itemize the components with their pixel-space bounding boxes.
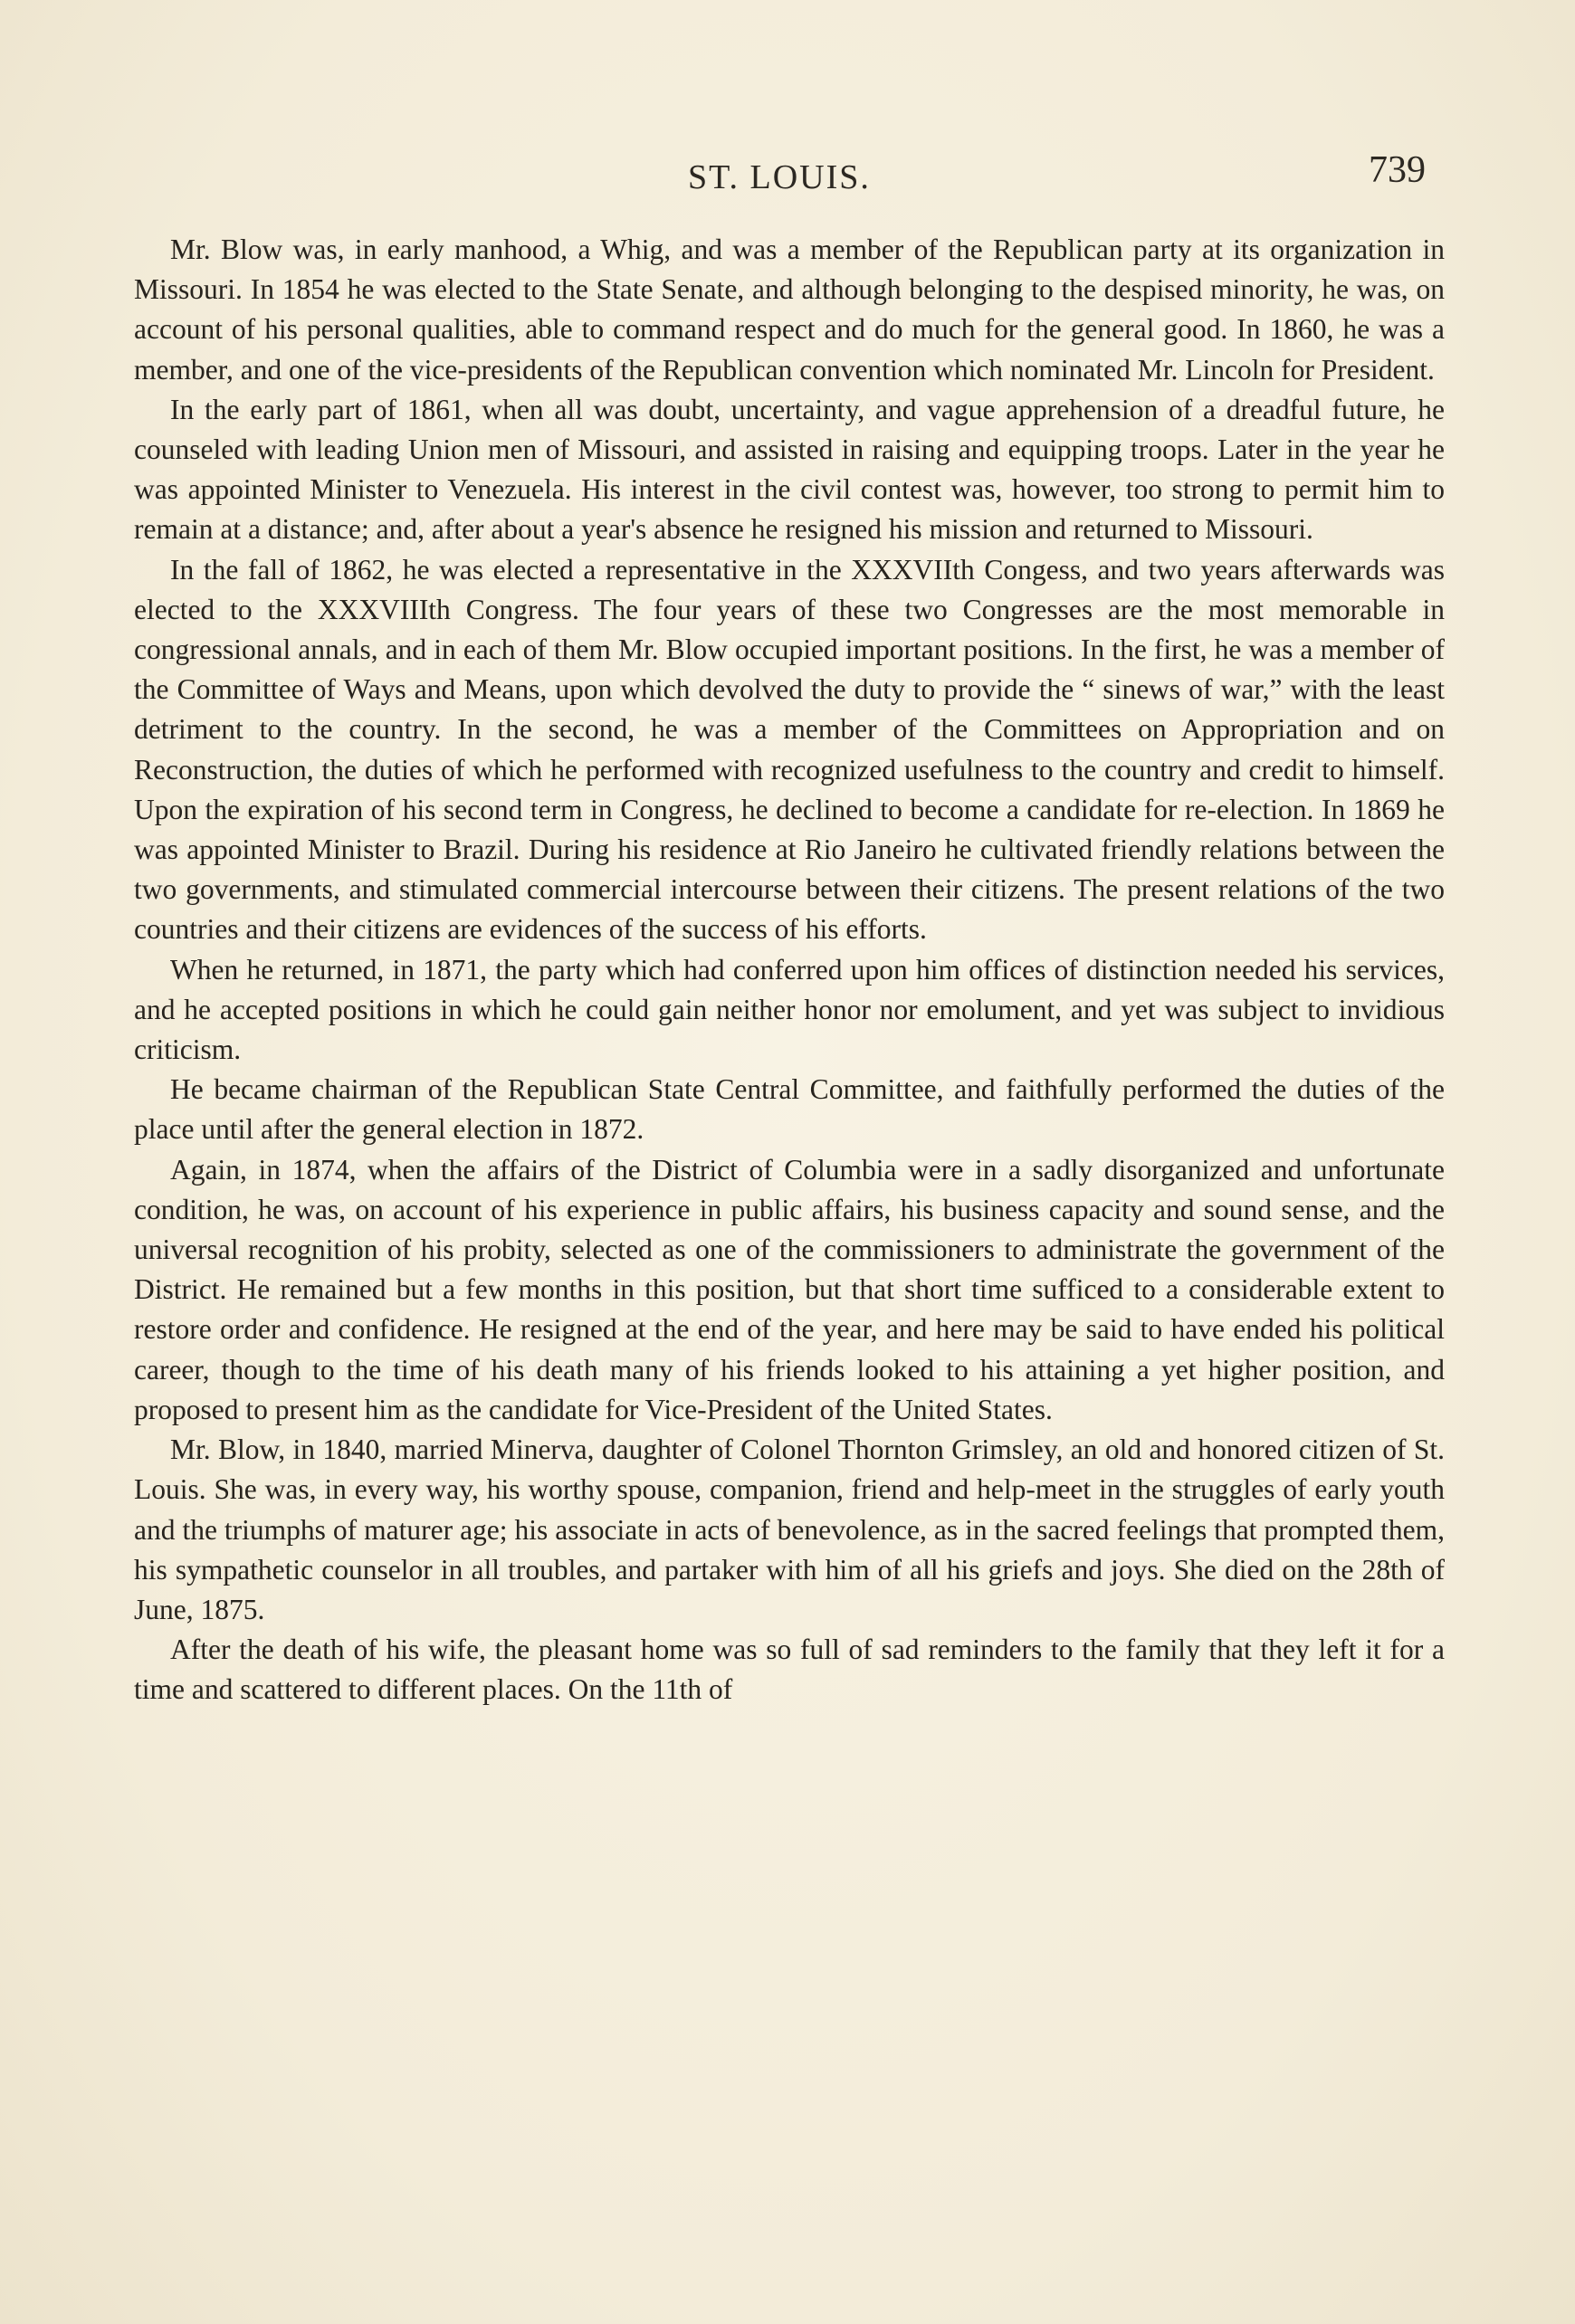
paragraph-2: In the early part of 1861, when all was doubt, uncertainty, and vague apprehension of a dreadful future, he counseled with leading Union men of Missouri, and assisted in raising and equipping troops. Later in the year he was appointed Minister to Venezuela. His interest in the civil contest was, however, too strong to permit him to remain at a distance; and, after about a year's absence he resigned his mission and returned to Missouri. — [134, 393, 1445, 546]
paragraph-4: When he returned, in 1871, the party which had conferred upon him offices of distinction needed his services, and he accepted positions in which he could gain neither honor nor emolument, and yet was subject to invidious criticism. — [134, 953, 1445, 1066]
paragraph-3: In the fall of 1862, he was elected a representative in the XXXVIIth Congess, and two years afterwards was elected to the XXXVIIIth Congress. The four years of these two Congresses are the most memorable in congressional annals, and in each of them Mr. Blow occupied important positions. In the first, he was a member of the Committee of Ways and Means, upon which devolved the duty to provide the “ sinews of war,” with the least detriment to the country. In the second, he was a member of the Committees on Appropriation and on Reconstruction, the duties of which he performed with recognized usefulness to the country and credit to himself. Upon the expiration of his second term in Congress, he declined to become a candidate for re-election. In 1869 he was appointed Minister to Brazil. During his residence at Rio Janeiro he cultivated friendly relations between the two governments, and stimulated commercial intercourse between their citizens. The present relations of the two countries and their citizens are evidences of the success of his efforts. — [134, 553, 1445, 946]
page-header — [0, 149, 1575, 203]
paragraph-1: Mr. Blow was, in early manhood, a Whig, and was a member of the Republican party at its organization in Missouri. In 1854 he was elected to the State Senate, and although belonging to the despised minority, he was, on account of his personal qualities, able to command respect and do much for the general good. In 1860, he was a member, and one of the vice-presidents of the Republican convention which nominated Mr. Lincoln for President. — [134, 233, 1445, 386]
paragraph-5: He became chairman of the Republican State Central Committee, and faithfully performed the duties of the place until after the general election in 1872. — [134, 1073, 1445, 1146]
paragraph-7: Mr. Blow, in 1840, married Minerva, daughter of Colonel Thornton Grimsley, an old and honored citizen of St. Louis. She was, in every way, his worthy spouse, companion, friend and help-meet in the struggles of early youth and the triumphs of maturer age; his associate in acts of benevolence, as in the sacred feelings that prompted them, his sympathetic counselor in all troubles, and partaker with him of all his griefs and joys. She died on the 28th of June, 1875. — [134, 1433, 1445, 1625]
running-head: ST. LOUIS. — [688, 158, 871, 196]
paragraph-8: After the death of his wife, the pleasant home was so full of sad reminders to the family that they left it for a time and scattered to different places. On the 11th of — [134, 1633, 1445, 1706]
page-number: 739 — [1369, 149, 1426, 191]
paragraph-6: Again, in 1874, when the affairs of the District of Columbia were in a sadly disorganized and unfortunate condition, he was, on account of his experience in public affairs, his business capacity and sound sense, and the universal recognition of his probity, selected as one of the commissioners to administrate the government of the District. He remained but a few months in this position, but that short time sufficed to a considerable extent to restore order and confidence. He resigned at the end of the year, and here may be said to have ended his political career, though to the time of his death many of his friends looked to his attaining a yet higher position, and proposed to present him as the candidate for Vice-President of the United States. — [134, 1153, 1445, 1425]
body-text — [134, 230, 1445, 1710]
